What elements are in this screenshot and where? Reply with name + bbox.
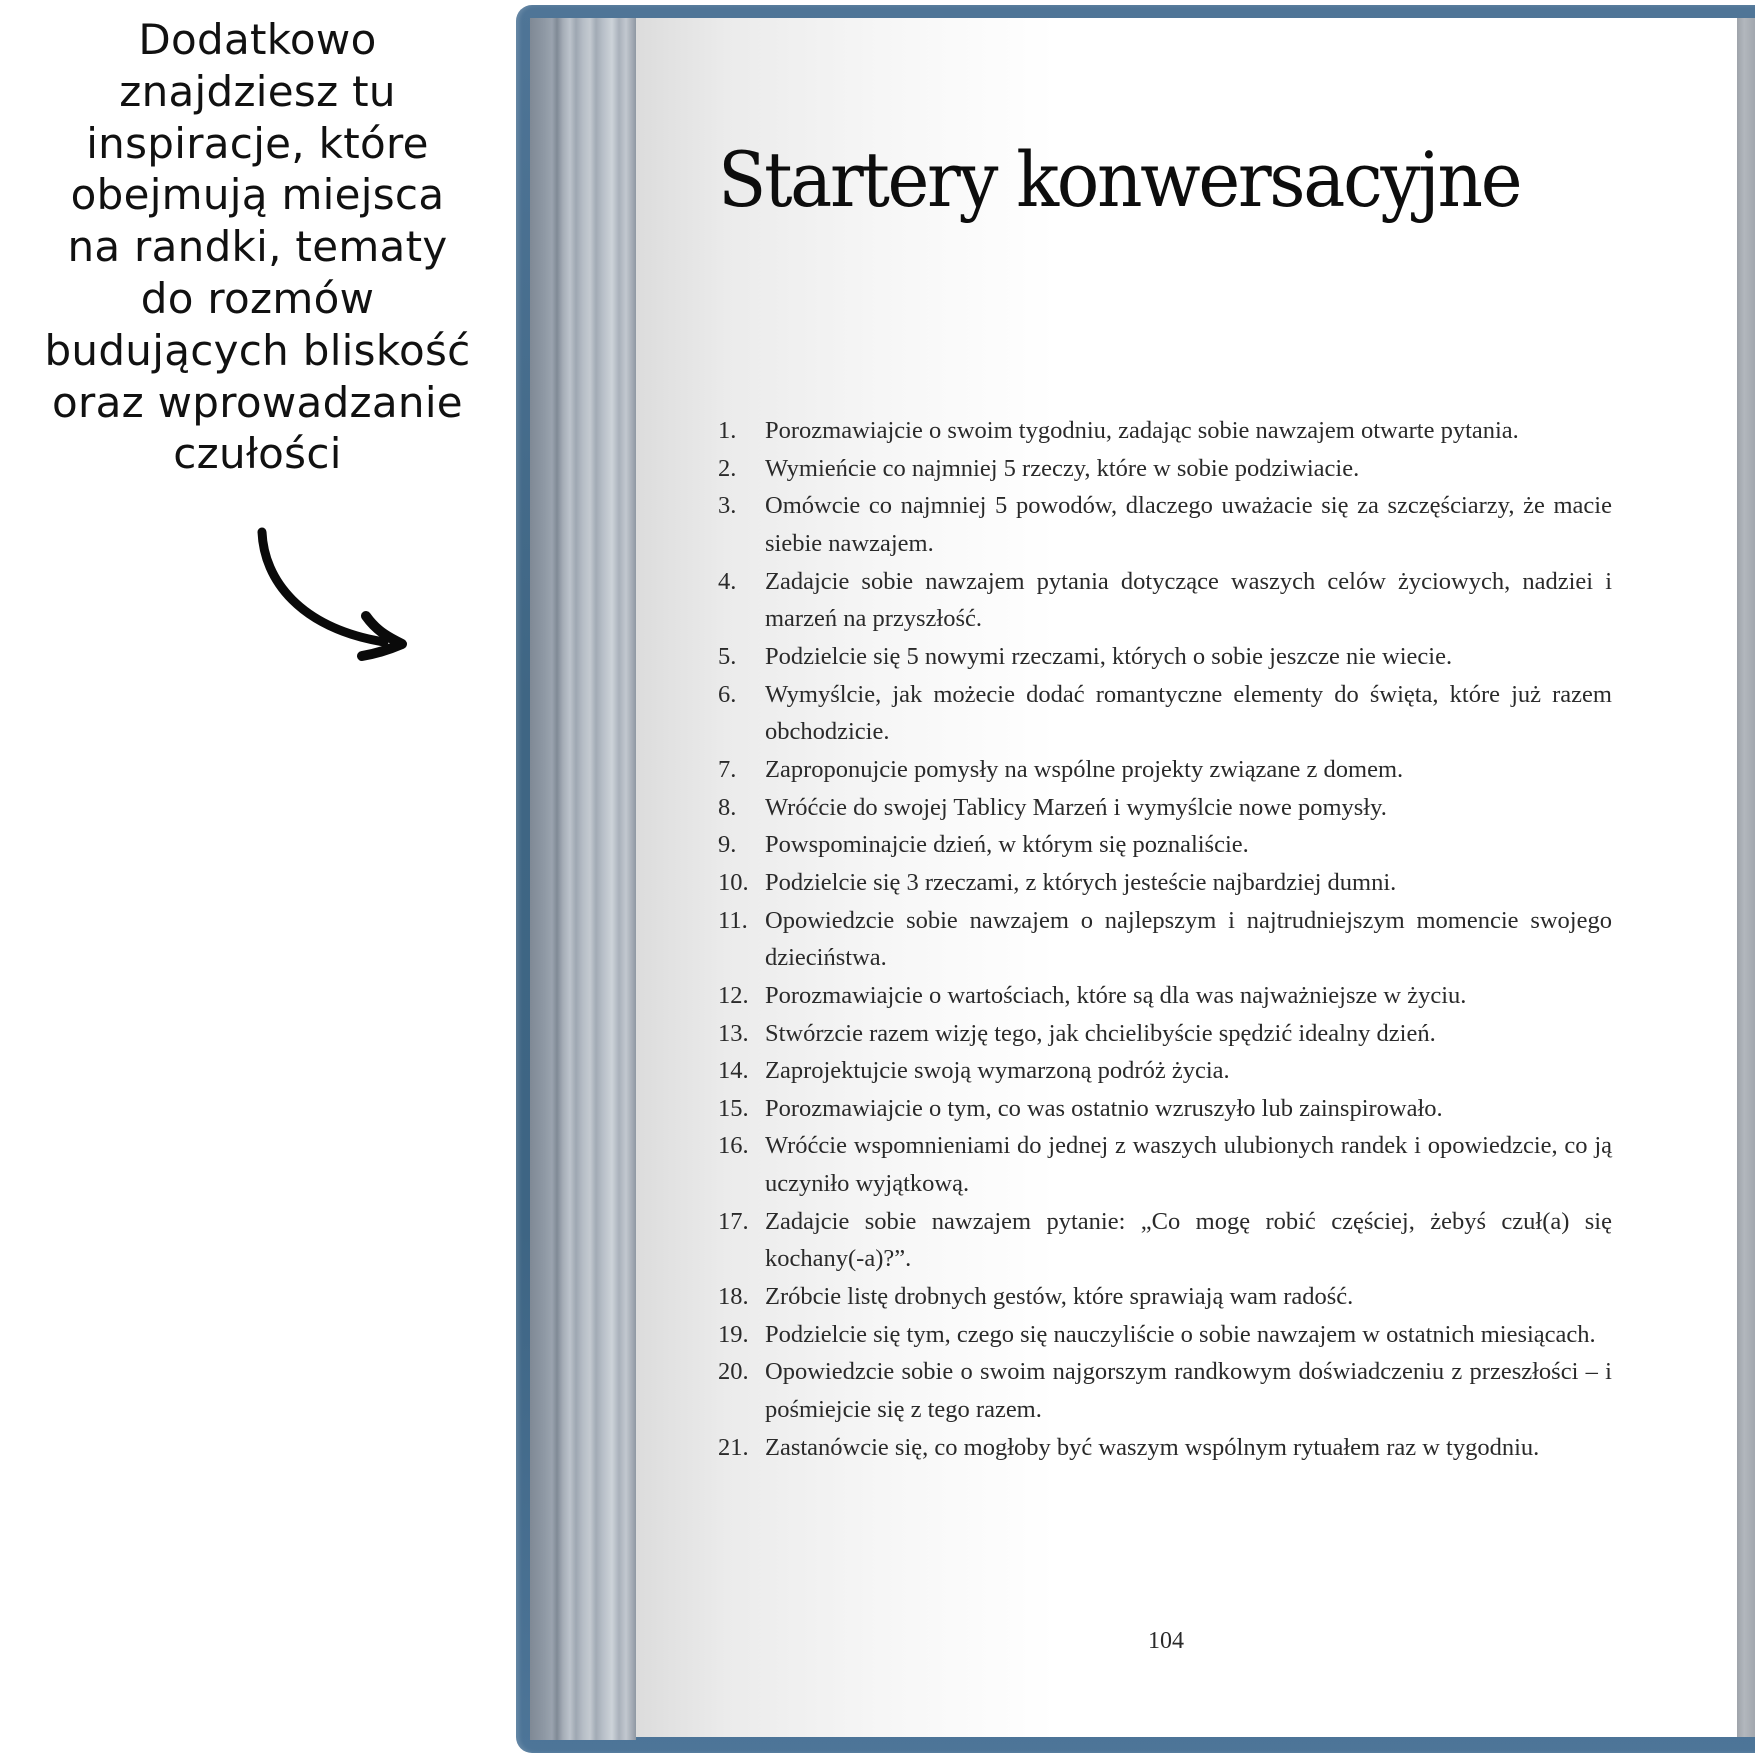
list-item — [718, 826, 1612, 864]
list-item — [718, 1015, 1612, 1053]
item-text: Zadajcie sobie nawzajem pytanie: „Co mogę robić częściej, żebyś czuł(a) się kochany(-a)?”. — [765, 1207, 1612, 1273]
item-number: 2. — [718, 454, 737, 482]
list-item — [718, 1203, 1612, 1278]
list-item — [718, 1052, 1612, 1090]
list-item — [718, 638, 1612, 676]
caption-line: do rozmów — [140, 273, 375, 323]
item-text: Zastanówcie się, co mogłoby być waszym wspólnym rytuałem raz w tygodniu. — [765, 1433, 1540, 1461]
list-item — [718, 977, 1612, 1015]
book-page-stack — [530, 18, 636, 1740]
item-text: Opowiedzcie sobie nawzajem o najlepszym i najtrudniejszym momencie swojego dzieciństwa. — [765, 906, 1612, 972]
item-number: 9. — [718, 831, 737, 859]
list-item — [718, 751, 1612, 789]
book-page-edge — [1737, 18, 1755, 1737]
item-text: Podzielcie się tym, czego się nauczyliście o sobie nawzajem w ostatnich miesiącach. — [765, 1320, 1596, 1348]
item-text: Wróćcie wspomnieniami do jednej z waszych ulubionych randek i opowiedzcie, co ją uczyniło wyjątkową. — [765, 1132, 1612, 1198]
item-number: 19. — [718, 1320, 749, 1348]
item-number: 4. — [718, 567, 737, 595]
list-item — [718, 1353, 1612, 1428]
list-item — [718, 1127, 1612, 1202]
item-text: Porozmawiajcie o swoim tygodniu, zadając sobie nawzajem otwarte pytania. — [765, 417, 1519, 444]
item-number: 17. — [718, 1207, 749, 1235]
item-text: Porozmawiajcie o tym, co was ostatnio wzruszyło lub zainspirowało. — [765, 1094, 1443, 1122]
caption-line: budujących bliskość — [44, 325, 471, 375]
list-item — [718, 789, 1612, 827]
item-number: 15. — [718, 1094, 749, 1122]
caption-line: Dodatkowo — [138, 15, 377, 64]
item-text: Podzielcie się 3 rzeczami, z których jesteście najbardziej dumni. — [765, 868, 1397, 896]
item-text: Zróbcie listę drobnych gestów, które sprawiają wam radość. — [765, 1283, 1354, 1311]
list-item — [718, 1316, 1612, 1354]
item-number: 14. — [718, 1057, 749, 1085]
list-item — [718, 676, 1612, 751]
item-number: 21. — [718, 1433, 749, 1461]
page-title: Startery konwersacyjne — [718, 135, 1521, 224]
item-number: 20. — [718, 1358, 749, 1386]
item-number: 5. — [718, 642, 737, 670]
item-text: Powspominajcie dzień, w którym się poznaliście. — [765, 831, 1249, 859]
item-number: 13. — [718, 1019, 749, 1047]
item-number: 3. — [718, 492, 737, 520]
list-item — [718, 563, 1612, 638]
item-text: Porozmawiajcie o wartościach, które są dla was najważniejsze w życiu. — [765, 981, 1467, 1009]
item-number: 1. — [718, 417, 737, 444]
item-number: 11. — [718, 906, 748, 934]
list-item — [718, 1429, 1612, 1467]
item-number: 18. — [718, 1283, 749, 1311]
item-text: Zaprojektujcie swoją wymarzoną podróż życia. — [765, 1057, 1230, 1085]
item-text: Wymyślcie, jak możecie dodać romantyczne elementy do święta, które już razem obchodzicie. — [765, 680, 1612, 746]
item-text: Zadajcie sobie nawzajem pytania dotyczące waszych celów życiowych, nadziei i marzeń na przyszłość. — [765, 567, 1612, 633]
caption-line: oraz wprowadzanie — [52, 377, 463, 427]
item-text: Opowiedzcie sobie o swoim najgorszym randkowym doświadczeniu z przeszłości – i pośmiejcie się z tego razem. — [765, 1358, 1612, 1424]
caption-line: znajdziesz tu — [119, 66, 396, 116]
curved-arrow-icon — [250, 520, 450, 680]
item-text: Omówcie co najmniej 5 powodów, dlaczego uważacie się za szczęściarzy, że macie siebie nawzajem. — [765, 492, 1612, 557]
caption-line: inspiracje, które — [86, 118, 429, 168]
list-item — [718, 1090, 1612, 1128]
item-number: 6. — [718, 680, 737, 708]
item-text: Stwórzcie razem wizję tego, jak chcielibyście spędzić idealny dzień. — [765, 1019, 1436, 1047]
caption-line: czułości — [173, 429, 342, 479]
list-item — [718, 487, 1612, 562]
item-number: 10. — [718, 868, 749, 896]
item-number: 7. — [718, 755, 737, 783]
page-number: 104 — [1148, 1628, 1184, 1654]
list-item — [718, 864, 1612, 902]
list-item — [718, 450, 1612, 488]
item-text: Zaproponujcie pomysły na wspólne projekty związane z domem. — [765, 755, 1404, 783]
list-item — [718, 1278, 1612, 1316]
caption-line: na randki, tematy — [67, 222, 448, 272]
caption-line: obejmują miejsca — [70, 170, 445, 220]
item-number: 8. — [718, 793, 737, 821]
item-number: 12. — [718, 981, 749, 1009]
item-number: 16. — [718, 1132, 749, 1160]
list-item — [718, 412, 1612, 450]
list-item — [718, 902, 1612, 977]
item-text: Wróćcie do swojej Tablicy Marzeń i wymyślcie nowe pomysły. — [765, 793, 1387, 821]
promo-caption — [20, 14, 495, 480]
item-text: Wymieńcie co najmniej 5 rzeczy, które w sobie podziwiacie. — [765, 454, 1360, 482]
conversation-starters-list — [718, 412, 1612, 1466]
item-text: Podzielcie się 5 nowymi rzeczami, których o sobie jeszcze nie wiecie. — [765, 642, 1453, 670]
